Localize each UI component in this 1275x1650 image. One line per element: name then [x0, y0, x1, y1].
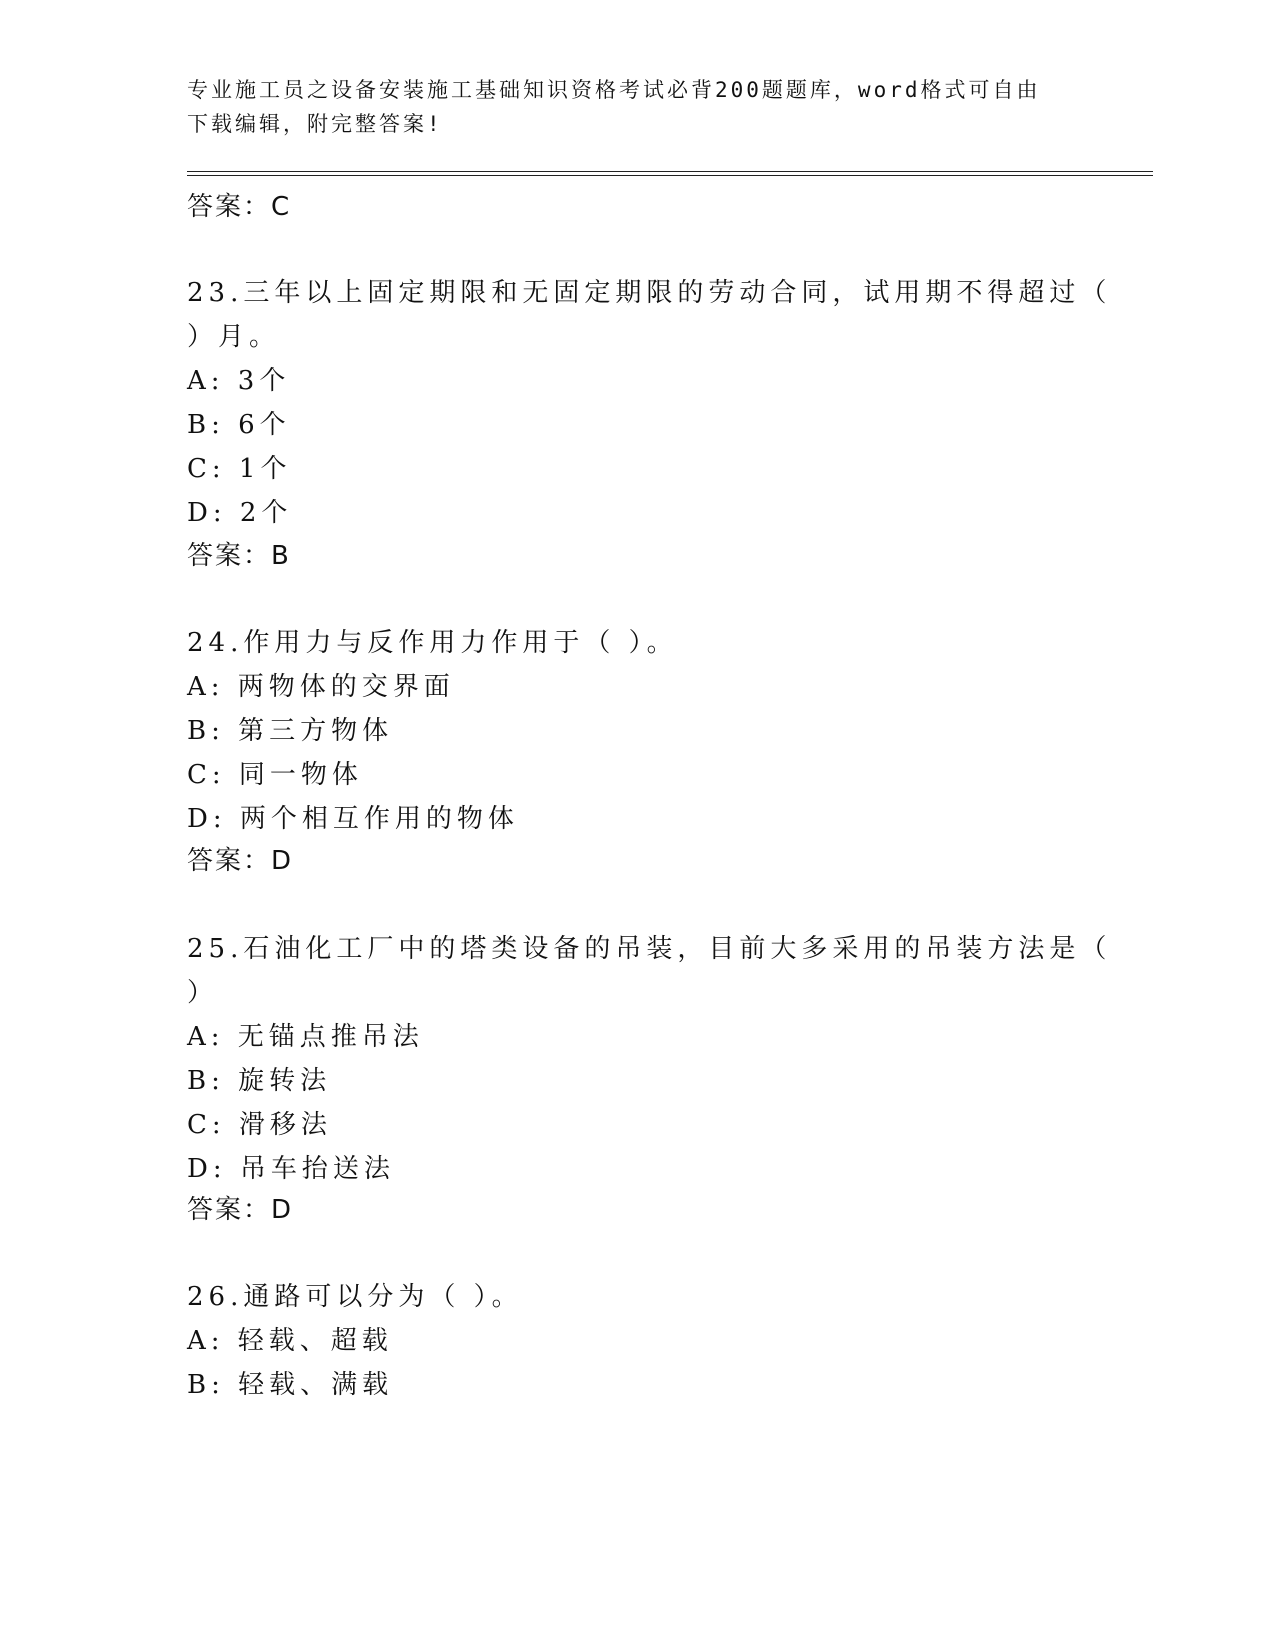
question-23-answer: [187, 535, 291, 572]
answer-line: [187, 186, 291, 223]
answer-label: 答案：: [187, 541, 272, 571]
question-24-answer: [187, 840, 293, 877]
question-23-option-c: C: 1个: [187, 454, 292, 484]
question-26-option-b: B: 轻载、满载: [187, 1370, 394, 1400]
answer-label: 答案：: [187, 192, 272, 222]
answer-value: D: [271, 846, 294, 876]
question-23-option-d: D: 2个: [187, 498, 293, 528]
question-25-line-2: ）: [187, 978, 219, 1008]
question-26-option-a: A: 轻载、超载: [187, 1326, 393, 1356]
answer-label: 答案：: [187, 1195, 272, 1225]
answer-label: 答案：: [187, 846, 272, 876]
question-25-option-a: A: 无锚点推吊法: [187, 1022, 424, 1052]
question-25-line-1: 25.石油化工厂中的塔类设备的吊装，目前大多采用的吊装方法是（: [187, 934, 1112, 964]
question-26-line-1: 26.通路可以分为（ ）。: [187, 1282, 523, 1312]
header-line-1: 专业施工员之设备安装施工基础知识资格考试必背200题题库，word格式可自由: [187, 78, 1041, 102]
question-23-option-b: B: 6个: [187, 410, 291, 440]
header-rule-top: [187, 171, 1153, 172]
answer-value: C: [271, 192, 292, 222]
question-25-option-c: C: 滑移法: [187, 1110, 332, 1140]
question-24-option-d: D: 两个相互作用的物体: [187, 804, 519, 834]
question-25-option-b: B: 旋转法: [187, 1066, 332, 1096]
question-25-option-d: D: 吊车抬送法: [187, 1154, 395, 1184]
question-23-option-a: A: 3个: [187, 366, 291, 396]
answer-value: D: [271, 1195, 294, 1225]
header-rule-bottom: [187, 175, 1153, 176]
question-23-line-2: ）月。: [187, 322, 281, 352]
question-23-line-1: 23.三年以上固定期限和无固定期限的劳动合同，试用期不得超过（: [187, 278, 1112, 308]
question-24-option-a: A: 两物体的交界面: [187, 672, 455, 702]
header-line-2: 下载编辑，附完整答案!: [187, 112, 443, 136]
question-24-option-c: C: 同一物体: [187, 760, 363, 790]
answer-value: B: [271, 541, 291, 571]
question-24-option-b: B: 第三方物体: [187, 716, 394, 746]
question-24-line-1: 24.作用力与反作用力作用于（ ）。: [187, 628, 678, 658]
question-25-answer: [187, 1189, 293, 1226]
